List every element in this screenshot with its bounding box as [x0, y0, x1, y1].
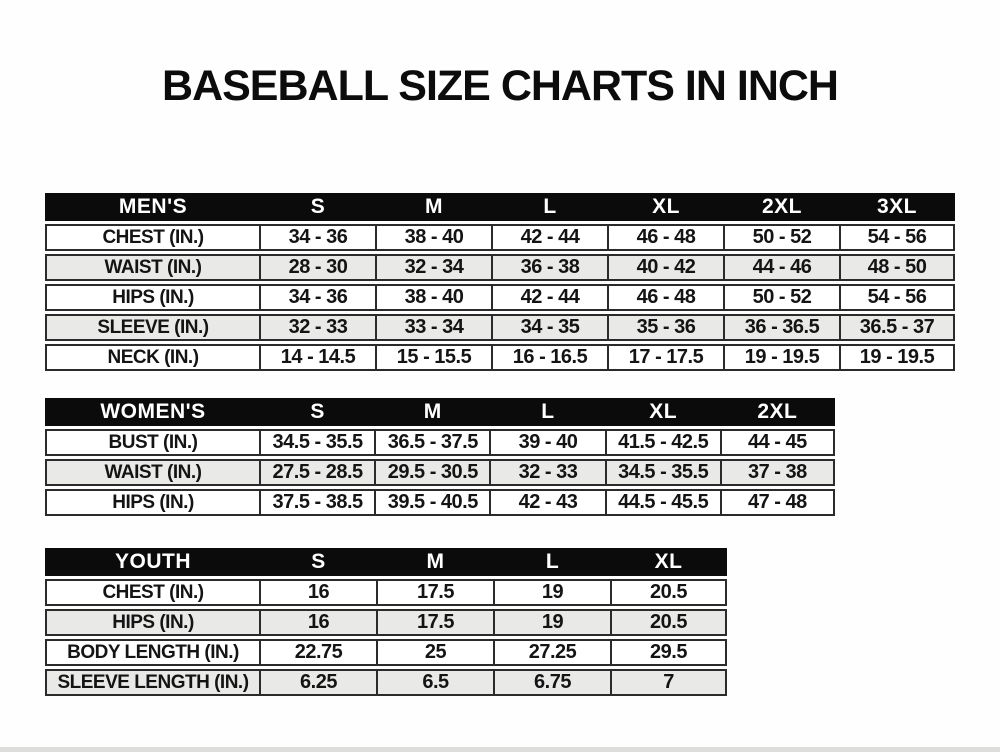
mens-size-chart-section: [45, 190, 955, 374]
size-value-cell: 34.5 - 35.5: [605, 459, 720, 486]
size-value-cell: 34.5 - 35.5: [259, 429, 374, 456]
table-row: [45, 459, 835, 486]
size-value-cell: 19: [493, 609, 610, 636]
size-value-cell: 46 - 48: [607, 224, 723, 251]
size-value-cell: 32 - 34: [375, 254, 491, 281]
measurement-label: HIPS (IN.): [45, 284, 259, 311]
table-row: [45, 314, 955, 341]
table-title-cell: WOMEN'S: [45, 398, 259, 426]
measurement-label: CHEST (IN.): [45, 579, 259, 606]
size-value-cell: 19 - 19.5: [723, 344, 839, 371]
size-value-cell: 20.5: [610, 609, 727, 636]
youth-size-chart-section: [45, 545, 727, 699]
size-value-cell: 15 - 15.5: [375, 344, 491, 371]
photo-bottom-edge-artifact: [0, 747, 1000, 752]
size-column-header: S: [259, 398, 374, 426]
size-value-cell: 27.25: [493, 639, 610, 666]
size-value-cell: 42 - 43: [489, 489, 604, 516]
size-value-cell: 39 - 40: [489, 429, 604, 456]
womens-size-chart-section: [45, 395, 835, 519]
size-value-cell: 50 - 52: [723, 224, 839, 251]
page-title: BASEBALL SIZE CHARTS IN INCH: [162, 62, 838, 110]
size-value-cell: 39.5 - 40.5: [374, 489, 489, 516]
table-row: [45, 429, 835, 456]
size-value-cell: 34 - 36: [259, 224, 375, 251]
youth-size-table: [45, 545, 727, 699]
size-column-header: M: [375, 193, 491, 221]
table-row: [45, 639, 727, 666]
size-value-cell: 44.5 - 45.5: [605, 489, 720, 516]
size-value-cell: 38 - 40: [375, 284, 491, 311]
size-column-header: S: [259, 193, 375, 221]
table-row: [45, 669, 727, 696]
table-row: [45, 489, 835, 516]
table-row: [45, 284, 955, 311]
header-row: [45, 548, 727, 576]
size-value-cell: 16 - 16.5: [491, 344, 607, 371]
size-column-header: L: [491, 193, 607, 221]
measurement-label: HIPS (IN.): [45, 609, 259, 636]
size-value-cell: 44 - 46: [723, 254, 839, 281]
size-value-cell: 28 - 30: [259, 254, 375, 281]
size-value-cell: 17.5: [376, 609, 493, 636]
size-value-cell: 29.5: [610, 639, 727, 666]
size-value-cell: 17 - 17.5: [607, 344, 723, 371]
size-column-header: S: [259, 548, 376, 576]
size-column-header: M: [376, 548, 493, 576]
size-value-cell: 36.5 - 37.5: [374, 429, 489, 456]
size-value-cell: 48 - 50: [839, 254, 955, 281]
size-value-cell: 6.5: [376, 669, 493, 696]
measurement-label: NECK (IN.): [45, 344, 259, 371]
size-value-cell: 37 - 38: [720, 459, 835, 486]
size-column-header: XL: [605, 398, 720, 426]
measurement-label: CHEST (IN.): [45, 224, 259, 251]
measurement-label: HIPS (IN.): [45, 489, 259, 516]
size-value-cell: 35 - 36: [607, 314, 723, 341]
size-column-header: L: [493, 548, 610, 576]
size-value-cell: 14 - 14.5: [259, 344, 375, 371]
size-value-cell: 37.5 - 38.5: [259, 489, 374, 516]
table-row: [45, 224, 955, 251]
size-value-cell: 29.5 - 30.5: [374, 459, 489, 486]
size-value-cell: 33 - 34: [375, 314, 491, 341]
size-column-header: 2XL: [720, 398, 835, 426]
size-column-header: M: [374, 398, 489, 426]
size-value-cell: 36 - 38: [491, 254, 607, 281]
size-value-cell: 34 - 36: [259, 284, 375, 311]
measurement-label: WAIST (IN.): [45, 459, 259, 486]
size-value-cell: 36 - 36.5: [723, 314, 839, 341]
size-column-header: 3XL: [839, 193, 955, 221]
size-column-header: 2XL: [723, 193, 839, 221]
size-value-cell: 19: [493, 579, 610, 606]
size-value-cell: 50 - 52: [723, 284, 839, 311]
size-value-cell: 32 - 33: [259, 314, 375, 341]
size-value-cell: 54 - 56: [839, 284, 955, 311]
header-row: [45, 398, 835, 426]
size-value-cell: 6.25: [259, 669, 376, 696]
size-column-header: L: [489, 398, 604, 426]
size-value-cell: 46 - 48: [607, 284, 723, 311]
size-value-cell: 36.5 - 37: [839, 314, 955, 341]
size-value-cell: 34 - 35: [491, 314, 607, 341]
table-title-cell: YOUTH: [45, 548, 259, 576]
size-column-header: XL: [607, 193, 723, 221]
size-value-cell: 22.75: [259, 639, 376, 666]
size-value-cell: 40 - 42: [607, 254, 723, 281]
table-row: [45, 254, 955, 281]
size-value-cell: 54 - 56: [839, 224, 955, 251]
size-value-cell: 7: [610, 669, 727, 696]
size-value-cell: 47 - 48: [720, 489, 835, 516]
measurement-label: BUST (IN.): [45, 429, 259, 456]
size-value-cell: 42 - 44: [491, 284, 607, 311]
table-row: [45, 344, 955, 371]
size-value-cell: 25: [376, 639, 493, 666]
size-value-cell: 20.5: [610, 579, 727, 606]
table-title-cell: MEN'S: [45, 193, 259, 221]
size-value-cell: 6.75: [493, 669, 610, 696]
size-value-cell: 16: [259, 609, 376, 636]
size-value-cell: 41.5 - 42.5: [605, 429, 720, 456]
table-row: [45, 579, 727, 606]
size-value-cell: 44 - 45: [720, 429, 835, 456]
mens-size-table: [45, 190, 955, 374]
header-row: [45, 193, 955, 221]
measurement-label: WAIST (IN.): [45, 254, 259, 281]
size-value-cell: 19 - 19.5: [839, 344, 955, 371]
womens-size-table: [45, 395, 835, 519]
size-value-cell: 38 - 40: [375, 224, 491, 251]
size-value-cell: 32 - 33: [489, 459, 604, 486]
measurement-label: SLEEVE LENGTH (IN.): [45, 669, 259, 696]
measurement-label: SLEEVE (IN.): [45, 314, 259, 341]
size-value-cell: 16: [259, 579, 376, 606]
size-value-cell: 42 - 44: [491, 224, 607, 251]
size-value-cell: 27.5 - 28.5: [259, 459, 374, 486]
table-row: [45, 609, 727, 636]
size-value-cell: 17.5: [376, 579, 493, 606]
size-column-header: XL: [610, 548, 727, 576]
measurement-label: BODY LENGTH (IN.): [45, 639, 259, 666]
